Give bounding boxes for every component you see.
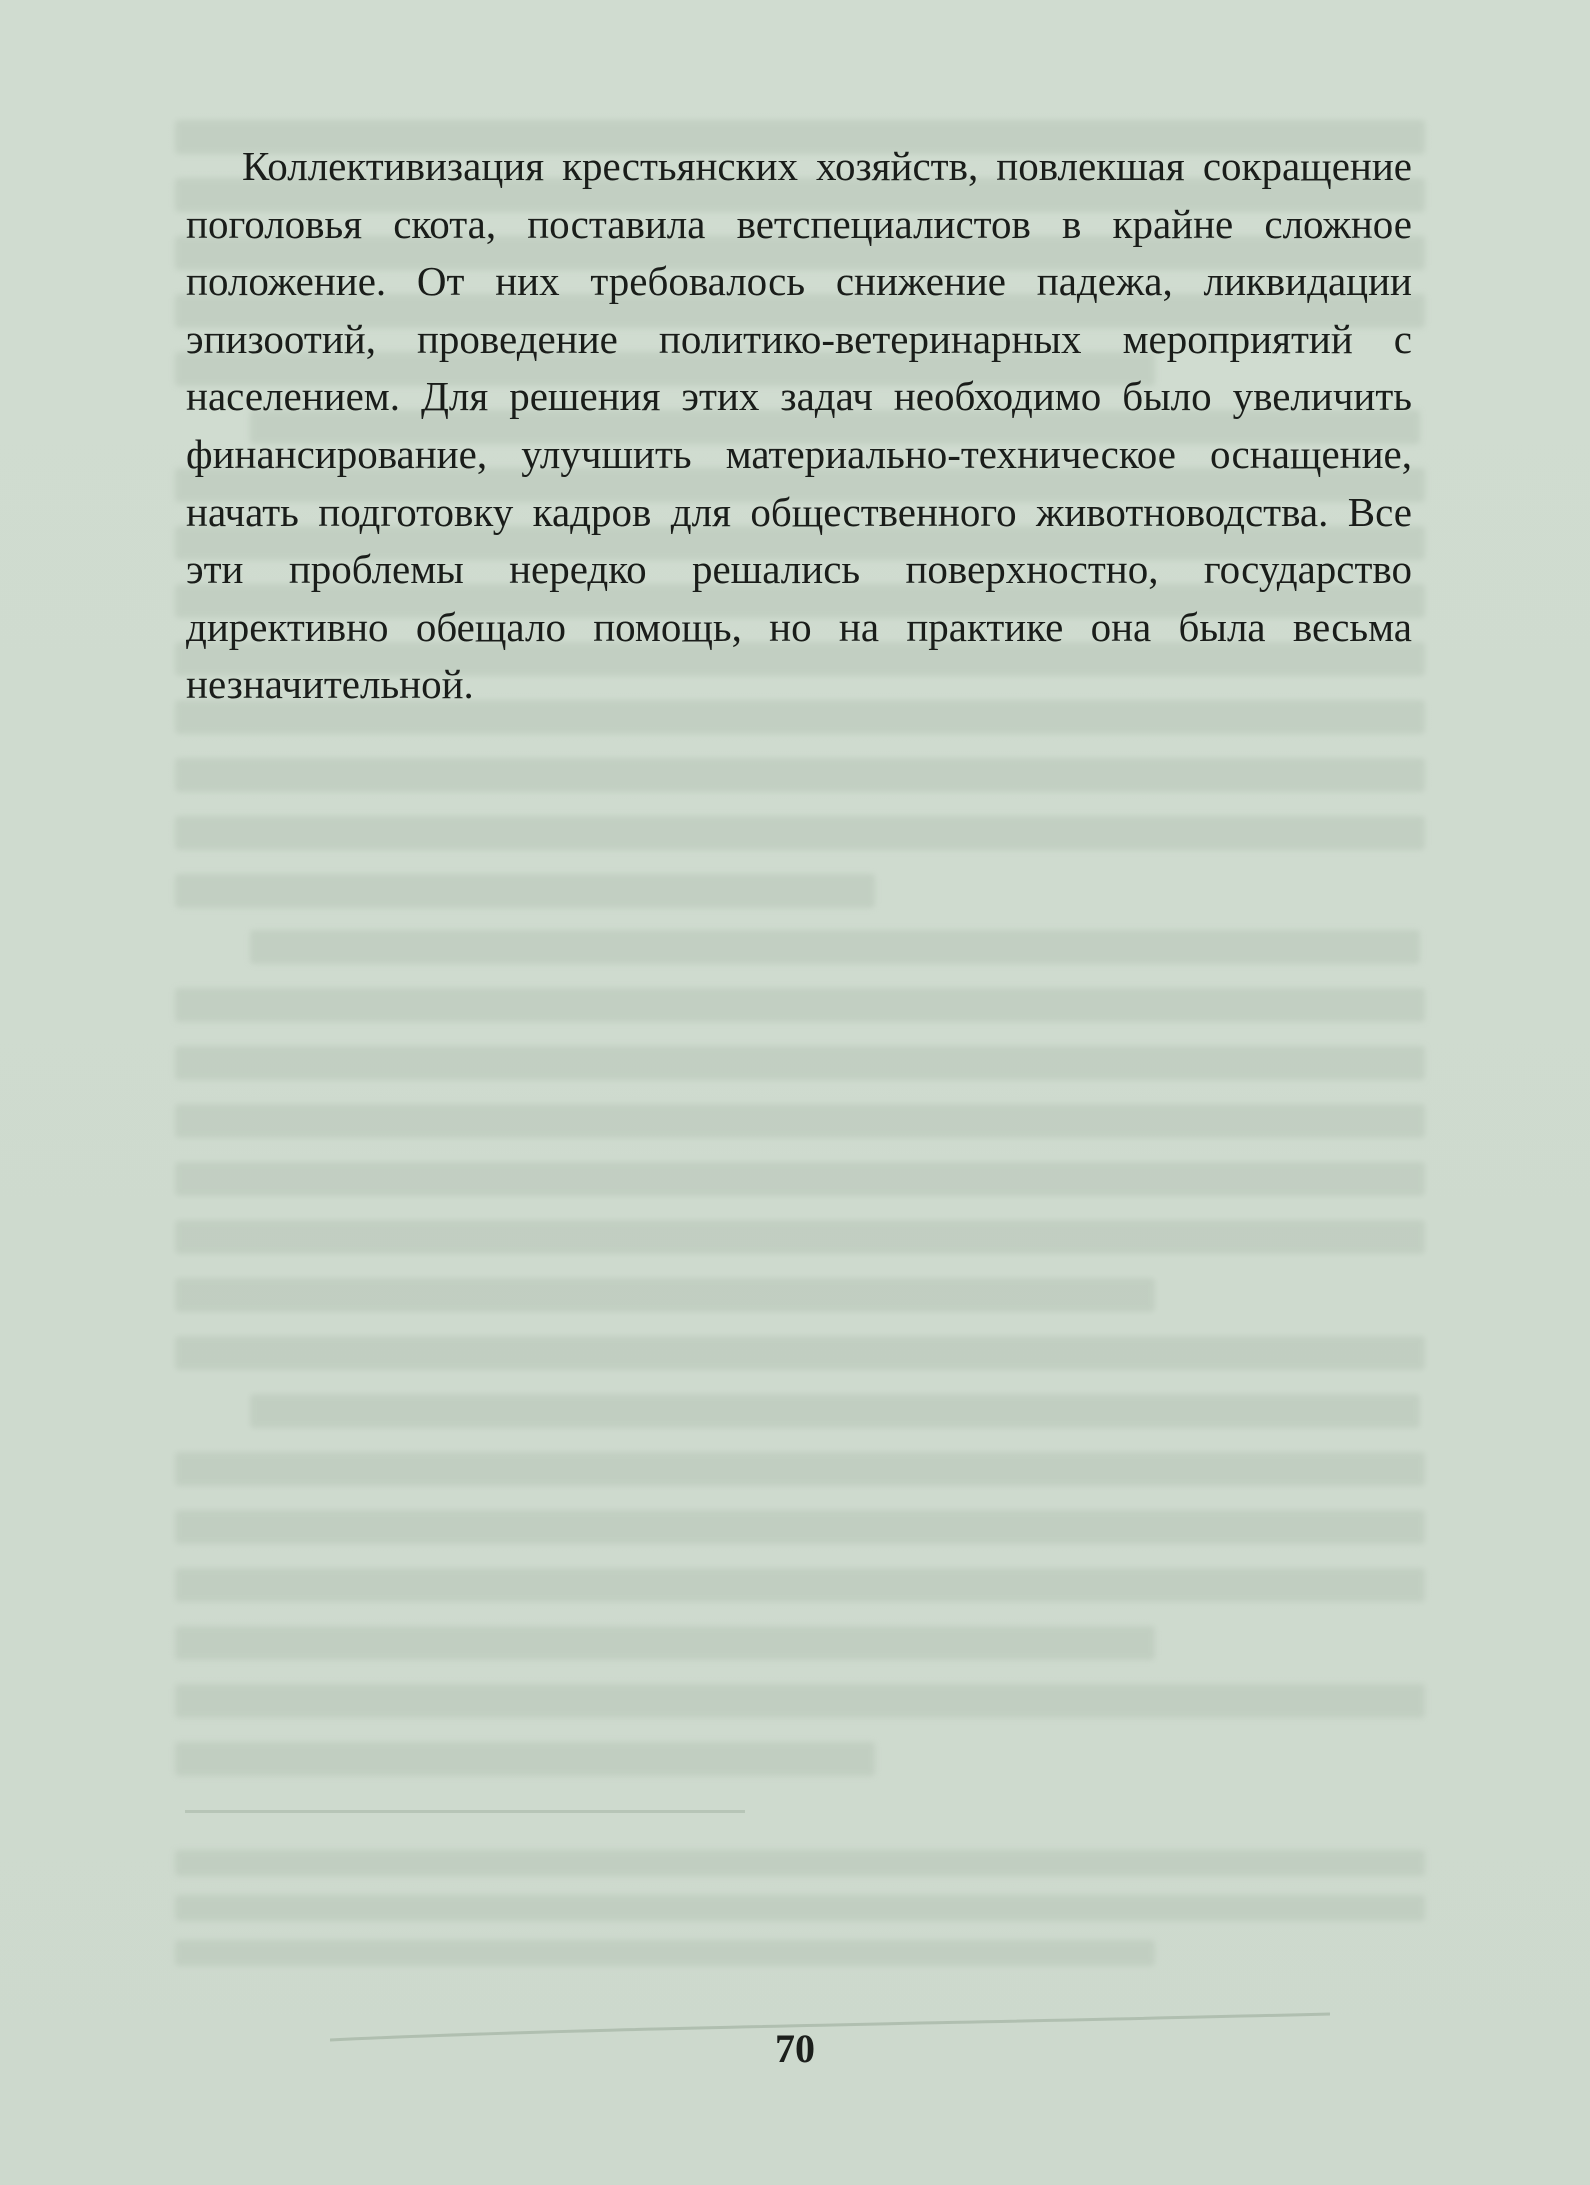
- main-text-block: [186, 138, 1412, 714]
- page-number: 70: [775, 2026, 815, 2071]
- body-paragraph: Коллективизация крестьянских хозяйств, повлекшая сокращение поголовья скота, поставила ветспециалистов в крайне сложное положение. От них требовалось снижение падежа, ликвидации эпизоотий, проведение политико-ветеринарных мероприятий с населением. Для решения этих задач необходимо было увеличить финансирование, улучшить материально-техническое оснащение, начать подготовку кадров для общественного животноводства. Все эти проблемы нередко решались поверхностно, государство директивно обещало помощь, но на практике она была весьма незначительной.: [186, 143, 1412, 708]
